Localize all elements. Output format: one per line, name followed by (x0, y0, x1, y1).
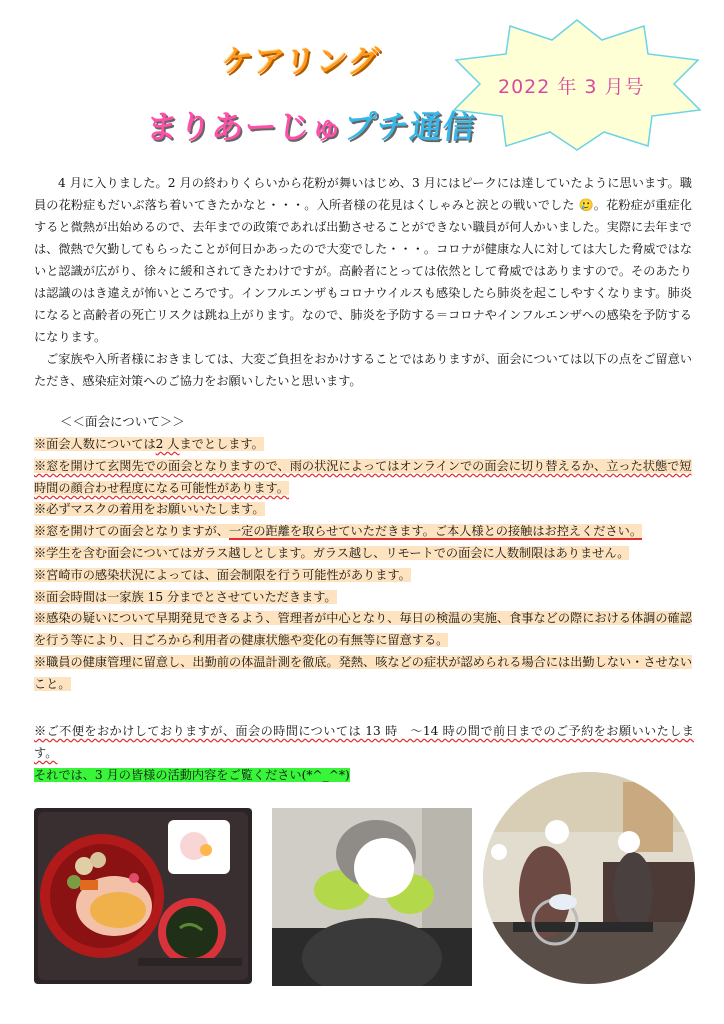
title-part-mariage: まりあーじゅ (143, 108, 346, 146)
resident-portrait-photo (272, 808, 472, 986)
rule-students-glass: ※学生を含む面会についてはガラス越しとします。ガラス越し、リモートでの面会に人数制限はありません。 (34, 545, 630, 560)
visiting-rules-heading: ＜＜面会について＞＞ (60, 414, 185, 429)
intro-text (34, 172, 692, 392)
rule-mask: ※必ずマスクの着用をお願いいたします。 (34, 502, 265, 517)
intro-paragraph-1: 4 月に入りました。2 月の終わりくらいから花粉が舞いはじめ、3 月にはピークには達していたように思います。職員の花粉症もだいぶ落ち着いてきたかなと・・・。入所者様の花見はくしゃみと涙との戦いでした 🥲。花粉症が重症化すると微熱が出始めるので、去年までの政策であれば出勤させることができない職員が何人かいました。実際に去年までは、微熱で欠勤してもらったことが何日かあったので大変でした・・・。コロナが健康な人に対しては大した脅威ではないと認識が広がり、徐々に緩和されてきたわけですが。高齢者にとっては依然として脅威ではありますので。そのあたりは認識のはき違えが怖いところです。インフルエンザもコロナウイルスも感染したら肺炎を起こしやすくなります。肺炎になると高齢者の死亡リスクは跳ね上がります。なので、肺炎を予防する＝コロナやインフルエンザへの感染を予防するになります。 (34, 176, 693, 344)
rule-time-limit: ※面会時間は一家族 15 分までとさせていただきます。 (34, 589, 337, 604)
reservation-notice: ※ご不便をおかけしておりますが、面会の時間については 13 時 ～14 時の間で前日までのご予約をお願いいたします。 (34, 724, 694, 760)
rule-window-visit: ※窓を開けて玄関先での面会となりますので、雨の状況によってはオンラインでの面会に切り替えるか、立った状態で短時間の顔合わせ程度になる可能性があります。 (34, 458, 692, 495)
rule-health-check: ※感染の疑いについて早期発見できるよう、管理者が中心となり、毎日の検温の実施、食事などの際における体調の確認を行う等により、日ごろから利用者の健康状態や変化の有無等に留意する。 (34, 611, 692, 648)
rule-distance: ※窓を開けての面会となりますが、一定の距離を取らせていただきます。ご本人様との接触はお控えください。 (34, 524, 643, 539)
intro-paragraph-2: ご家族や入所者様におきましては、大変ご負担をおかけすることではありますが、面会については以下の点をご留意いただき、感染症対策へのご協力をお願いしたいと思います。 (34, 352, 692, 388)
rule-distance-emphasis: 一定の距離を取らせていただきます。ご本人様との接触はお控えください。 (229, 524, 643, 539)
newsletter-title-line2 (144, 102, 479, 148)
rule-visitor-count: ※面会人数については2 人までとします。 (34, 437, 264, 451)
group-activity-photo (483, 772, 695, 984)
visiting-rules-list (34, 434, 694, 696)
rule-staff-health: ※職員の健康管理に留意し、出勤前の体温計測を徹底。発熱、咳などの症状が認められる場合には出勤しない・させないこと。 (34, 654, 693, 691)
activities-intro: それでは、3 月の皆様の活動内容をご覧ください(*^_^*) (34, 768, 350, 782)
meal-photo (34, 808, 252, 984)
visitor-limit: 2 人 (155, 437, 180, 451)
rule-miyazaki-restriction: ※宮崎市の感染状況によっては、面会制限を行う可能性があります。 (34, 567, 411, 582)
title-part-tsushin: プチ通信 (341, 108, 478, 146)
newsletter-title-line1: ケアリング (219, 44, 382, 80)
issue-date: 2022 年 3 月号 (498, 76, 645, 98)
